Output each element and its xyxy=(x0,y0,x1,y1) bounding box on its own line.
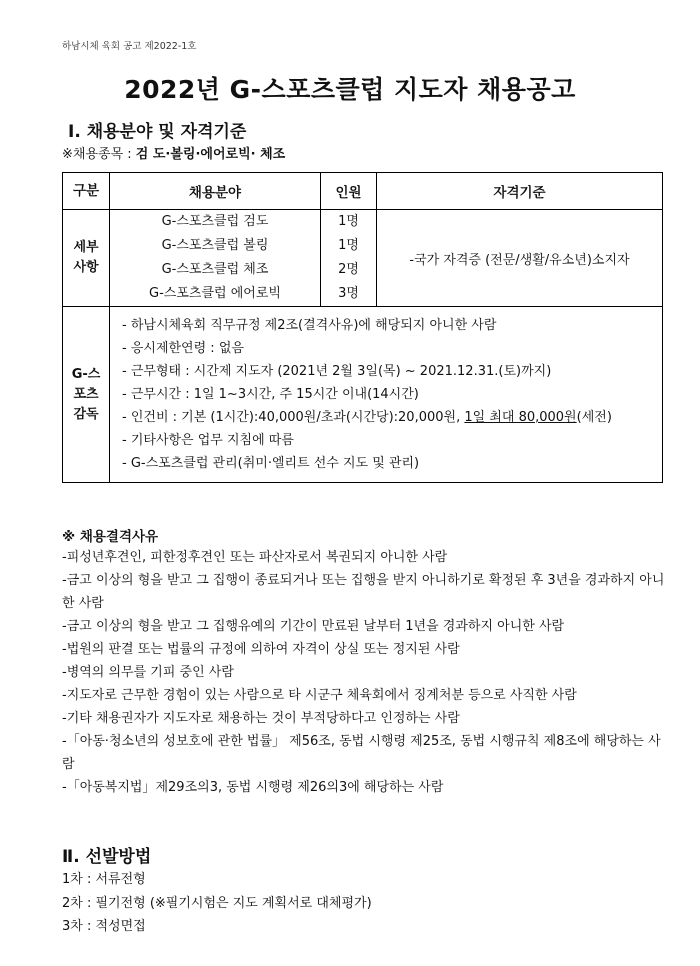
table-row-director xyxy=(63,307,663,483)
duty-item: - 하남시체육회 직무규정 제2조(결격사유)에 해당되지 아니한 사람 xyxy=(122,318,497,333)
field-list xyxy=(110,210,321,307)
field-aerobics: G-스포츠클럽 에어로빅 xyxy=(149,286,281,301)
disqualification-item: -병역의 의무를 기피 중인 사람 xyxy=(62,665,234,680)
row-label-director xyxy=(63,307,110,483)
disqualification-item: -기타 채용권자가 지도자로 채용하는 것이 부적당하다고 인정하는 사람 xyxy=(62,711,460,726)
count-kendo: 1명 xyxy=(338,214,359,229)
notice-number: 하남시체 육회 공고 제2022-1호 xyxy=(62,41,197,52)
disqualification-heading: ※ 채용결격사유 xyxy=(62,529,159,545)
pay-text: - 인건비 : 기본 (1시간):40,000원/초과(시간당):20,000원, xyxy=(122,410,465,425)
selection-steps xyxy=(62,868,372,939)
disqualification-item: -지도자로 근무한 경험이 있는 사람으로 타 시군구 체육회에서 징계처분 등으로 사직한 사람 xyxy=(62,688,577,703)
pay-max: 1일 최대 80,000원 xyxy=(464,410,577,425)
duty-cell xyxy=(110,307,663,483)
category-value: 검 도·볼링·에어로빅· 체조 xyxy=(135,147,286,162)
header-division: 구분 xyxy=(63,173,110,210)
duty-item: - 근무형태 : 시간제 지도자 (2021년 2월 3일(목) ~ 2021.12.31.(토)까지) xyxy=(122,364,552,379)
category-label: ※채용종목 : xyxy=(62,147,136,162)
step-interview: 3차 : 적성면접 xyxy=(62,919,146,934)
section2-heading: Ⅱ. 선발방법 xyxy=(62,847,152,867)
disqualification-item: -피성년후견인, 피한정후견인 또는 파산자로서 복권되지 아니한 사람 xyxy=(62,550,448,565)
table-row-details xyxy=(63,210,663,307)
director-label: G-스 포츠 감독 xyxy=(71,366,101,422)
step-written: 2차 : 필기전형 (※필기시험은 지도 계획서로 대체평가) xyxy=(62,895,372,911)
disqualification-item: -법원의 판결 또는 법률의 규정에 의하여 자격이 상실 또는 정지된 사람 xyxy=(62,642,460,657)
duty-item: - 기타사항은 업무 지침에 따름 xyxy=(122,433,294,448)
recruit-category xyxy=(62,143,285,162)
count-gymnastics: 2명 xyxy=(338,262,359,277)
count-bowling: 1명 xyxy=(338,238,359,253)
field-gymnastics: G-스포츠클럽 체조 xyxy=(161,262,269,277)
field-kendo: G-스포츠클럽 검도 xyxy=(161,214,269,229)
disqualification-item: -금고 이상의 형을 받고 그 집행이 종료되거나 또는 집행을 받지 아니하기로 확정된 후 3년을 경과하지 아니한 사람 xyxy=(62,573,665,611)
pay-suffix: (세전) xyxy=(576,410,612,425)
recruitment-table xyxy=(62,172,663,483)
disqualification-item: -「아동복지법」제29조의3, 동법 시행령 제26의3에 해당하는 사람 xyxy=(62,780,444,795)
duty-list xyxy=(110,307,662,482)
header-count: 인원 xyxy=(321,173,377,210)
details-label: 세부 사항 xyxy=(73,240,99,275)
row-label-details xyxy=(63,210,110,307)
header-qualification: 자격기준 xyxy=(377,173,663,210)
duty-item-pay xyxy=(122,406,662,429)
disqualification-list xyxy=(62,546,668,799)
qualification-cell: -국가 자격증 (전문/생활/유소년)소지자 xyxy=(377,210,663,307)
disqualification-item: -「아동·청소년의 성보호에 관한 법률」 제56조, 동법 시행령 제25조, 동법 시행규칙 제8조에 해당하는 사람 xyxy=(62,734,661,772)
section1-heading: Ⅰ. 채용분야 및 자격기준 xyxy=(68,122,247,142)
duty-item: - 응시제한연령 : 없음 xyxy=(122,341,244,356)
step-document: 1차 : 서류전형 xyxy=(62,872,146,887)
duty-item: - 근무시간 : 1일 1~3시간, 주 15시간 이내(14시간) xyxy=(122,387,419,402)
field-bowling: G-스포츠클럽 볼링 xyxy=(161,238,269,253)
header-field: 채용분야 xyxy=(110,173,321,210)
page-title: 2022년 G-스포츠클럽 지도자 채용공고 xyxy=(124,75,576,104)
duty-item: - G-스포츠클럽 관리(취미·엘리트 선수 지도 및 관리) xyxy=(122,456,420,471)
disqualification-item: -금고 이상의 형을 받고 그 집행유예의 기간이 만료된 날부터 1년을 경과하지 아니한 사람 xyxy=(62,619,565,634)
count-aerobics: 3명 xyxy=(338,286,359,301)
table-header-row xyxy=(63,173,663,210)
count-list xyxy=(321,210,377,307)
